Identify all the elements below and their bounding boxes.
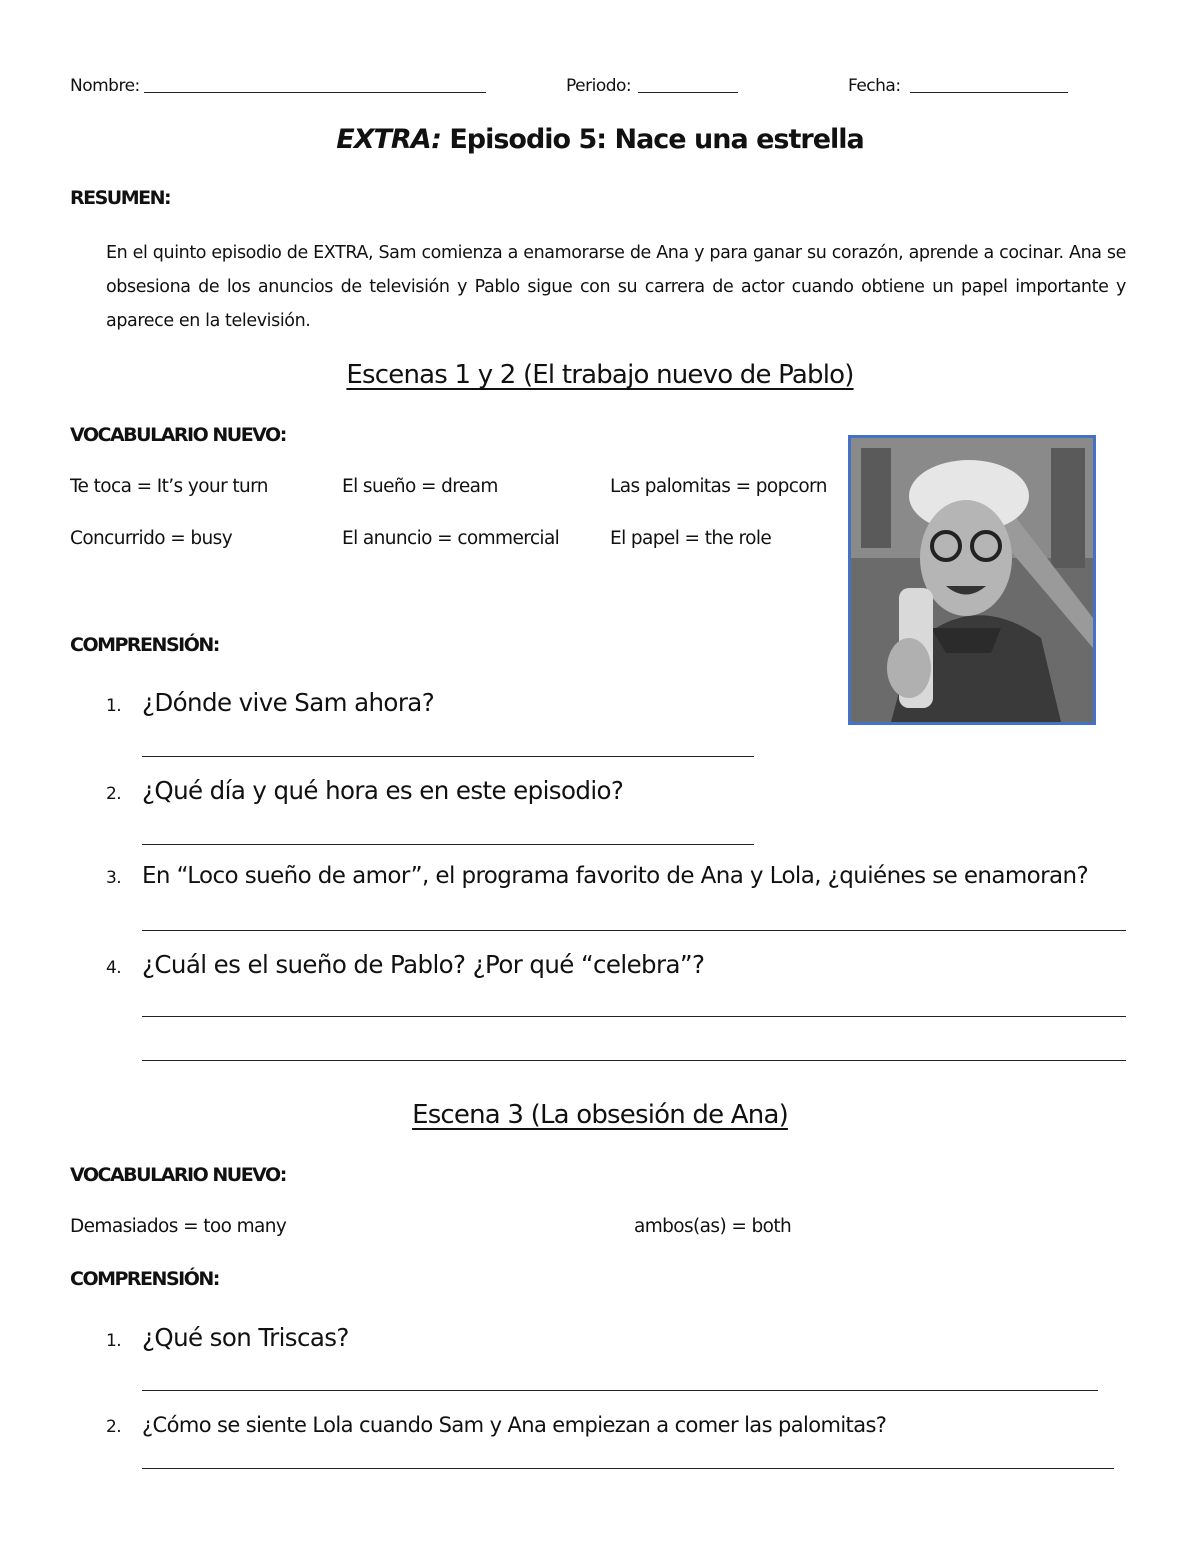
answer-line[interactable] (142, 1390, 1098, 1391)
scene2-comp-label: COMPRENSIÓN: (70, 1268, 219, 1290)
periodo-label: Periodo: (566, 76, 632, 96)
answer-line[interactable] (142, 844, 754, 845)
answer-line[interactable] (142, 1468, 1114, 1469)
scene1-comp-label: COMPRENSIÓN: (70, 634, 219, 656)
answer-line[interactable] (142, 930, 1126, 931)
question-number: 3. (106, 868, 122, 888)
scene1-vocab-label: VOCABULARIO NUEVO: (70, 424, 286, 446)
question-1 (106, 1323, 349, 1352)
resumen-label: RESUMEN: (70, 187, 171, 209)
question-text: ¿Cuál es el sueño de Pablo? ¿Por qué “celebra”? (142, 950, 705, 979)
fecha-line[interactable] (910, 92, 1068, 93)
question-text: ¿Dónde vive Sam ahora? (142, 688, 435, 717)
scene2-heading: Escena 3 (La obsesión de Ana) (412, 1100, 788, 1130)
scene1-heading: Escenas 1 y 2 (El trabajo nuevo de Pablo) (346, 360, 854, 390)
resumen-text: En el quinto episodio de EXTRA, Sam comienza a enamorarse de Ana y para ganar su corazón, aprende a cocinar. Ana se obsesiona de los anuncios de televisión y Pablo sigue con su carrera de actor cuando obtiene un papel importante y aparece en la televisión. (106, 243, 1126, 331)
question-2 (106, 1413, 886, 1437)
question-3 (106, 863, 1088, 889)
question-text: ¿Cómo se siente Lola cuando Sam y Ana empiezan a comer las palomitas? (142, 1413, 887, 1437)
question-text: En “Loco sueño de amor”, el programa favorito de Ana y Lola, ¿quiénes se enamoran? (142, 863, 1089, 889)
answer-line[interactable] (142, 1016, 1126, 1017)
fecha-label: Fecha: (848, 76, 901, 96)
photo-icon (851, 438, 1093, 722)
vocab-item: El sueño = dream (342, 476, 498, 497)
vocab-item: Te toca = It’s your turn (70, 476, 268, 497)
vocab-item: ambos(as) = both (634, 1216, 792, 1237)
answer-line[interactable] (142, 756, 754, 757)
question-2 (106, 776, 623, 805)
periodo-line[interactable] (638, 92, 738, 93)
question-number: 2. (106, 1417, 122, 1437)
question-number: 2. (106, 784, 122, 804)
answer-line[interactable] (142, 1060, 1126, 1061)
character-photo (848, 435, 1096, 725)
question-number: 1. (106, 696, 122, 716)
question-number: 4. (106, 958, 122, 978)
question-1 (106, 688, 434, 717)
nombre-line[interactable] (144, 92, 486, 93)
question-text: ¿Qué son Triscas? (142, 1323, 349, 1352)
nombre-label: Nombre: (70, 76, 140, 96)
question-text: ¿Qué día y qué hora es en este episodio? (142, 776, 624, 805)
vocab-item: El anuncio = commercial (342, 528, 560, 549)
title-extra: EXTRA: (336, 124, 441, 155)
question-4 (106, 950, 704, 979)
vocab-item: Demasiados = too many (70, 1216, 287, 1237)
scene2-vocab-label: VOCABULARIO NUEVO: (70, 1164, 286, 1186)
vocab-item: Las palomitas = popcorn (610, 476, 827, 497)
title-rest: Episodio 5: Nace una estrella (449, 124, 864, 155)
vocab-item: Concurrido = busy (70, 528, 233, 549)
question-number: 1. (106, 1331, 122, 1351)
page-title (0, 124, 1200, 155)
vocab-item: El papel = the role (610, 528, 772, 549)
